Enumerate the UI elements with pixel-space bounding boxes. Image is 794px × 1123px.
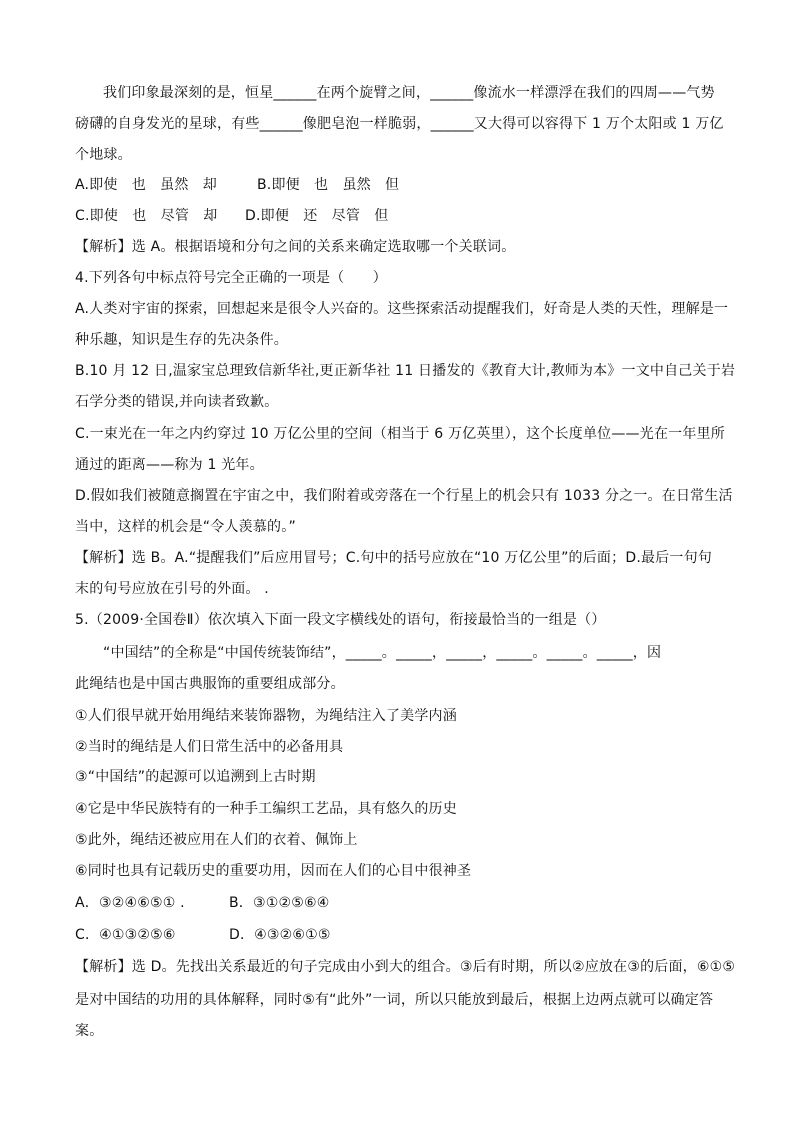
q3-option-c: C.即使 也 尽管 却 <box>75 208 218 224</box>
q5-item-4: ④它是中华民族特有的一种手工编织工艺品，具有悠久的历史 <box>75 801 457 817</box>
q4-option-b-line-1: B.10 月 12 日,温家宝总理致信新华社,更正新华社 11 日播发的《教育大计,教师为本》一文中自己关于岩 <box>75 363 736 379</box>
q4-option-d-line-1: D.假如我们被随意搁置在宇宙之中，我们附着或旁落在一个行星上的机会只有 1033 分之一。在日常生活 <box>75 488 733 504</box>
q3-paragraph-line-2: 磅礴的自身发光的星球，有些______像肥皂泡一样脆弱，______又大得可以容得下 1 万个太阳或 1 万亿 <box>75 116 724 132</box>
q3-option-d: D.即便 还 尽管 但 <box>245 208 389 224</box>
q5-paragraph-line-1: “中国结”的全称是“中国传统装饰结”，_____。_____，_____，_____。_____。_____，因 <box>103 645 662 661</box>
q4-option-a-line-1: A.人类对宇宙的探索，回想起来是很令人兴奋的。这些探索活动提醒我们，好奇是人类的天性，理解是一 <box>75 301 729 317</box>
q4-option-d-line-2: 当中，这样的机会是“令人羡慕的。” <box>75 519 296 535</box>
q3-options-row-1 <box>75 175 735 195</box>
q4-option-c-line-1: C.一束光在一年之内约穿过 10 万亿公里的空间（相当于 6 万亿英里），这个长度单位——光在一年里所 <box>75 426 725 442</box>
q5-options-row-1 <box>75 893 735 913</box>
q5-analysis-line-1: 【解析】选 D。先找出关系最近的句子完成由小到大的组合。③后有时期，所以②应放在③的后面，⑥①⑤ <box>75 959 736 975</box>
q4-analysis-line-1: 【解析】选 B。A.“提醒我们”后应用冒号；C.句中的括号应放在“10 万亿公里”的后面；D.最后一句句 <box>75 550 712 566</box>
q3-option-b: B.即便 也 虽然 但 <box>257 177 400 193</box>
q3-option-a: A.即使 也 虽然 却 <box>75 177 217 193</box>
q5-analysis-line-3: 案。 <box>75 1023 104 1039</box>
q4-option-b-line-2: 石学分类的错误,并向读者致歉。 <box>75 394 279 410</box>
q5-option-d: D．④③②⑥①⑤ <box>229 927 331 943</box>
q4-stem: 4.下列各句中标点符号完全正确的一项是（ ） <box>75 270 387 286</box>
q4-option-a-line-2: 种乐趣，知识是生存的先决条件。 <box>75 332 288 348</box>
q4-option-c-line-2: 通过的距离——称为 1 光年。 <box>75 457 264 473</box>
q3-analysis: 【解析】选 A。根据语境和分句之间的关系来确定选取哪一个关联词。 <box>75 239 516 255</box>
q4-analysis-line-2: 末的句号应放在引号的外面。 . <box>75 581 269 597</box>
q3-paragraph-line-3: 个地球。 <box>75 147 132 163</box>
q3-options-row-2 <box>75 206 735 226</box>
q5-option-c: C．④①③②⑤⑥ <box>75 927 176 943</box>
q5-stem: 5.（2009·全国卷Ⅱ）依次填入下面一段文字横线处的语句，衔接最恰当的一组是（） <box>75 612 606 628</box>
q5-item-2: ②当时的绳结是人们日常生活中的必备用具 <box>75 739 344 755</box>
q5-analysis-line-2: 是对中国结的功用的具体解释，同时⑤有“此外”一词，所以只能放到最后，根据上边两点就可以确定答 <box>75 992 714 1008</box>
q5-item-1: ①人们很早就开始用绳结来装饰器物，为绳结注入了美学内涵 <box>75 708 457 724</box>
q5-item-5: ⑤此外，绳结还被应用在人们的衣着、佩饰上 <box>75 832 358 848</box>
q5-option-a: A．③②④⑥⑤① . <box>75 895 185 911</box>
q5-item-6: ⑥同时也具有记载历史的重要功用，因而在人们的心目中很神圣 <box>75 863 472 879</box>
q3-paragraph-line-1: 我们印象最深刻的是，恒星______在两个旋臂之间，______像流水一样漂浮在我们的四周——气势 <box>103 85 715 101</box>
q5-item-3: ③“中国结”的起源可以追溯到上古时期 <box>75 769 316 785</box>
q5-options-row-2 <box>75 925 735 945</box>
q5-option-b: B．③①②⑤⑥④ <box>229 895 330 911</box>
q5-paragraph-line-2: 此绳结也是中国古典服饰的重要组成部分。 <box>75 676 345 692</box>
